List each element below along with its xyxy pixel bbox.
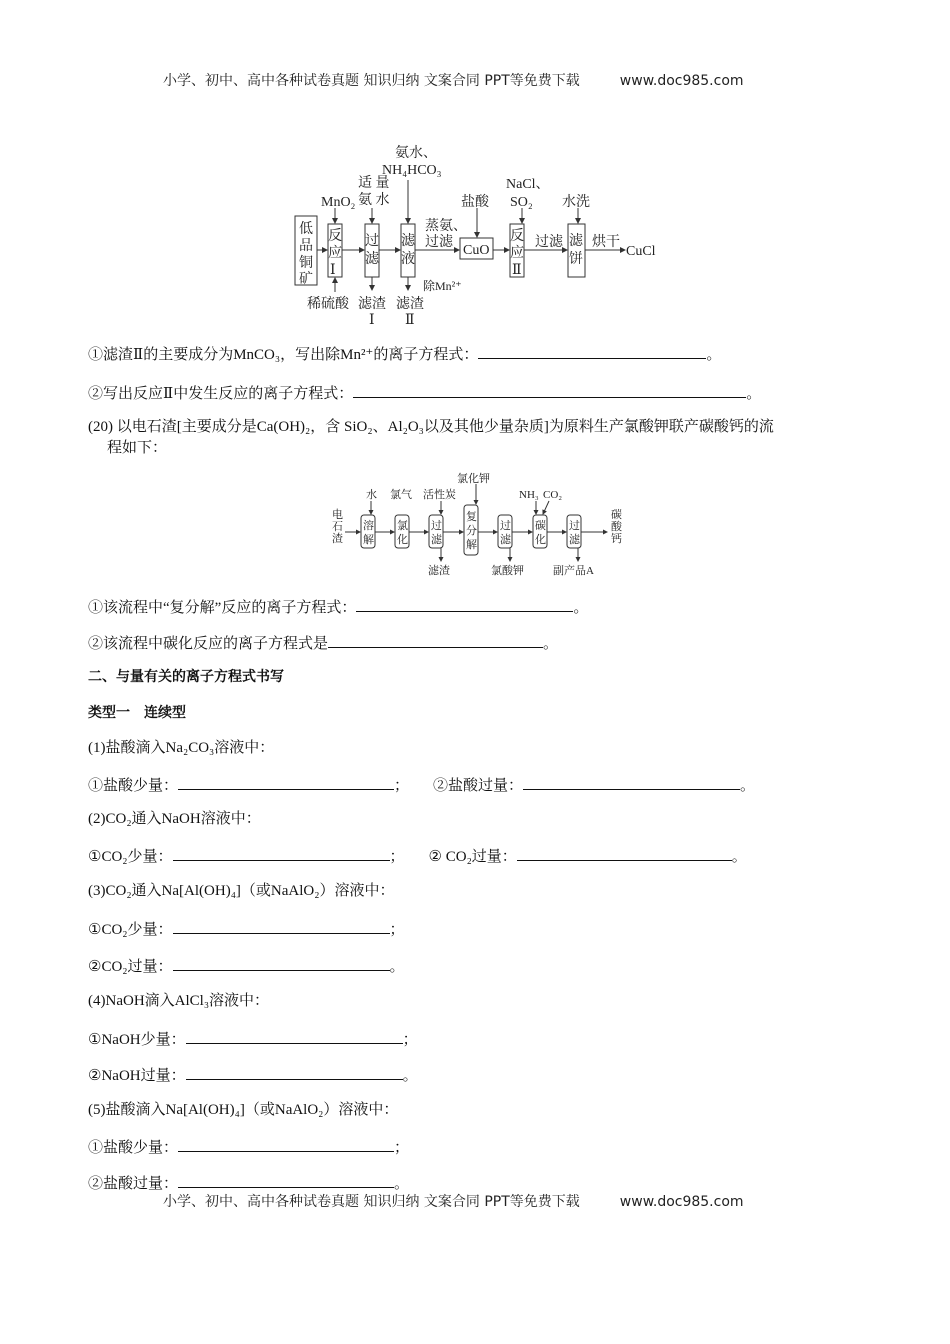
- text-label: 。: [543, 636, 559, 652]
- answer-blank[interactable]: [186, 1064, 403, 1080]
- text-label: 滤: [401, 234, 415, 249]
- answer-blank[interactable]: [478, 343, 706, 359]
- text-label: 过: [365, 234, 379, 249]
- text-label: 滤: [569, 534, 580, 546]
- answer-blank[interactable]: [178, 1172, 394, 1188]
- text-label: 饼: [569, 252, 583, 267]
- text-label: 溶: [363, 520, 374, 532]
- text-label: ；: [394, 1140, 410, 1156]
- text-label: 应: [510, 246, 524, 261]
- text-label: ①滤渣Ⅱ的主要成分为MnCO₃，写出除Mn²⁺的离子方程式：: [88, 347, 479, 363]
- q20-a2: [88, 632, 558, 654]
- text-label: 副产品A: [553, 565, 594, 577]
- text-label: 分: [466, 525, 477, 537]
- text-label: ②盐酸过量：: [88, 1176, 179, 1192]
- item2-title: (2)CO₂通入NaOH溶液中：: [88, 811, 261, 827]
- text-label: 滤: [365, 252, 379, 267]
- text-label: 。: [746, 386, 762, 402]
- text-label: 石: [332, 521, 343, 533]
- text-label: ②NaOH过量：: [88, 1068, 186, 1084]
- text-label: 化: [397, 534, 408, 546]
- text-label: 烘干: [592, 235, 620, 250]
- text-label: 活性炭: [423, 489, 456, 501]
- text-label: 适 量: [358, 176, 390, 191]
- text-label: 电: [332, 509, 343, 521]
- section-title: 二、与量有关的离子方程式书写: [88, 669, 284, 685]
- item5-title: (5)盐酸滴入Na[Al(OH)₄]（或NaAlO₂）溶液中：: [88, 1102, 399, 1118]
- item1-title: (1)盐酸滴入Na₂CO₃溶液中：: [88, 740, 275, 756]
- text-label: 。: [394, 1176, 410, 1192]
- header-url: www.doc985.com: [619, 73, 744, 89]
- header-text: 小学、初中、高中各种试卷真题 知识归纳 文案合同 PPT等免费下载: [163, 73, 580, 89]
- text-label: ②盐酸过量：: [433, 778, 524, 794]
- text-label: 蒸氨、: [425, 219, 467, 234]
- q20-line1: (20) 以电石渣[主要成分是Ca(OH)₂，含 SiO₂、Al₂O₃以及其他少量杂质]为原料生产氯酸钾联产碳酸钙的流: [88, 419, 774, 435]
- item4-title: (4)NaOH滴入AlCl₃溶液中：: [88, 993, 270, 1009]
- box-filter: [365, 224, 379, 277]
- text-label: NH₄HCO₃: [382, 163, 442, 178]
- text-label: 。: [740, 778, 756, 794]
- text-label: 过: [569, 520, 580, 532]
- text-label: ；: [389, 849, 405, 865]
- text-label: 水洗: [562, 195, 590, 210]
- text-label: ②该流程中碳化反应的离子方程式是: [88, 636, 329, 652]
- text-label: CO₂: [543, 489, 563, 501]
- text-label: Ⅱ: [512, 263, 522, 278]
- text-label: 矿: [299, 272, 313, 287]
- text-label: 低: [299, 222, 313, 237]
- text-label: 氨 水: [358, 193, 390, 208]
- page-header: [163, 70, 744, 90]
- text-label: ①盐酸少量：: [88, 778, 179, 794]
- text-label: ；: [389, 922, 405, 938]
- text-label: 过: [431, 520, 442, 532]
- text-label: NaCl、: [506, 177, 550, 192]
- text-label: 水: [366, 489, 377, 501]
- text-label: 过滤: [535, 235, 563, 250]
- item3-b: [88, 955, 405, 977]
- text-label: 除Mn²⁺: [423, 279, 462, 293]
- flowchart-kclo3: [325, 470, 635, 580]
- q19-line1: [88, 343, 721, 365]
- text-label: SO₂: [510, 195, 533, 210]
- answer-blank[interactable]: [173, 918, 390, 934]
- text-label: 氯: [397, 520, 408, 532]
- text-label: 。: [731, 849, 747, 865]
- text-label: 滤: [500, 534, 511, 546]
- q20-line2: 程如下：: [107, 440, 168, 456]
- text-label: 滤渣: [428, 565, 450, 577]
- text-label: 品: [299, 239, 313, 254]
- text-label: NH₃: [519, 489, 539, 501]
- text-label: 液: [401, 252, 415, 267]
- text-label: 反: [510, 229, 524, 244]
- text-label: ①盐酸少量：: [88, 1140, 179, 1156]
- text-label: ；: [394, 778, 410, 794]
- text-label: 解: [363, 534, 374, 546]
- footer-text: 小学、初中、高中各种试卷真题 知识归纳 文案合同 PPT等免费下载: [163, 1194, 580, 1210]
- text-label: 反: [328, 229, 342, 244]
- answer-blank[interactable]: [178, 1136, 394, 1152]
- answer-blank[interactable]: [178, 774, 394, 790]
- q20-a1: [88, 596, 588, 618]
- item4-b: [88, 1064, 418, 1086]
- text-label: 过: [500, 520, 511, 532]
- text-label: ② CO₂过量：: [428, 849, 517, 865]
- text-label: 化: [535, 534, 546, 546]
- answer-blank[interactable]: [353, 382, 746, 398]
- text-label: 滤渣: [396, 297, 424, 312]
- text-label: 碳: [611, 509, 622, 521]
- text-label: 。: [389, 959, 405, 975]
- text-label: 过滤: [425, 235, 453, 250]
- text-label: 氯气: [390, 489, 412, 501]
- text-label: 氨水、: [395, 146, 437, 161]
- text-label: 。: [573, 600, 589, 616]
- text-label: 酸: [611, 521, 622, 533]
- item3-a: [88, 918, 405, 940]
- answer-blank[interactable]: [328, 632, 543, 648]
- answer-blank[interactable]: [186, 1028, 403, 1044]
- text-label: 铜: [299, 256, 313, 271]
- text-label: 稀硫酸: [307, 297, 349, 312]
- text-label: 氯酸钾: [491, 565, 524, 577]
- text-label: ①NaOH少量：: [88, 1032, 186, 1048]
- text-label: 碳: [535, 520, 546, 532]
- text-label: CuCl: [626, 244, 656, 259]
- footer-url: www.doc985.com: [619, 1194, 744, 1210]
- text-label: Ⅰ: [369, 313, 375, 328]
- text-label: ①该流程中“复分解”反应的离子方程式：: [88, 600, 357, 616]
- item5-a: [88, 1136, 409, 1158]
- text-label: CuO: [463, 243, 490, 258]
- text-label: 复: [466, 511, 477, 523]
- item3-title: (3)CO₂通入Na[Al(OH)₄]（或NaAlO₂）溶液中：: [88, 883, 395, 899]
- answer-blank[interactable]: [173, 955, 390, 971]
- text-label: 滤渣: [358, 297, 386, 312]
- flow-arrow: [543, 501, 549, 514]
- type-title: 类型一 连续型: [88, 705, 186, 721]
- text-label: ①CO₂少量：: [88, 849, 173, 865]
- text-label: 。: [706, 347, 722, 363]
- text-label: 滤: [431, 534, 442, 546]
- text-label: ②CO₂过量：: [88, 959, 173, 975]
- answer-blank[interactable]: [517, 845, 732, 861]
- text-label: ；: [402, 1032, 418, 1048]
- page-footer: [163, 1191, 744, 1211]
- text-label: 钙: [611, 533, 622, 545]
- answer-blank[interactable]: [356, 596, 573, 612]
- text-label: 滤: [569, 234, 583, 249]
- answer-blank[interactable]: [523, 774, 740, 790]
- item1-answers: [88, 774, 755, 796]
- text-label: 氯化钾: [457, 473, 490, 485]
- text-label: Ⅰ: [330, 263, 336, 278]
- q19-line2: [88, 382, 761, 404]
- text-label: 解: [466, 539, 477, 551]
- box-cake: [568, 224, 585, 277]
- text-label: ②写出反应Ⅱ中发生反应的离子方程式：: [88, 386, 354, 402]
- item2-answers: [88, 845, 747, 867]
- text-label: 应: [328, 246, 342, 261]
- item4-a: [88, 1028, 418, 1050]
- text-label: 渣: [332, 533, 343, 545]
- answer-blank[interactable]: [173, 845, 390, 861]
- box-filtrate: [401, 224, 415, 277]
- text-label: 。: [402, 1068, 418, 1084]
- text-label: MnO₂: [321, 195, 356, 210]
- text-label: 盐酸: [461, 195, 489, 210]
- text-label: ①CO₂少量：: [88, 922, 173, 938]
- flowchart-cucl: [290, 140, 670, 330]
- text-label: Ⅱ: [405, 313, 415, 328]
